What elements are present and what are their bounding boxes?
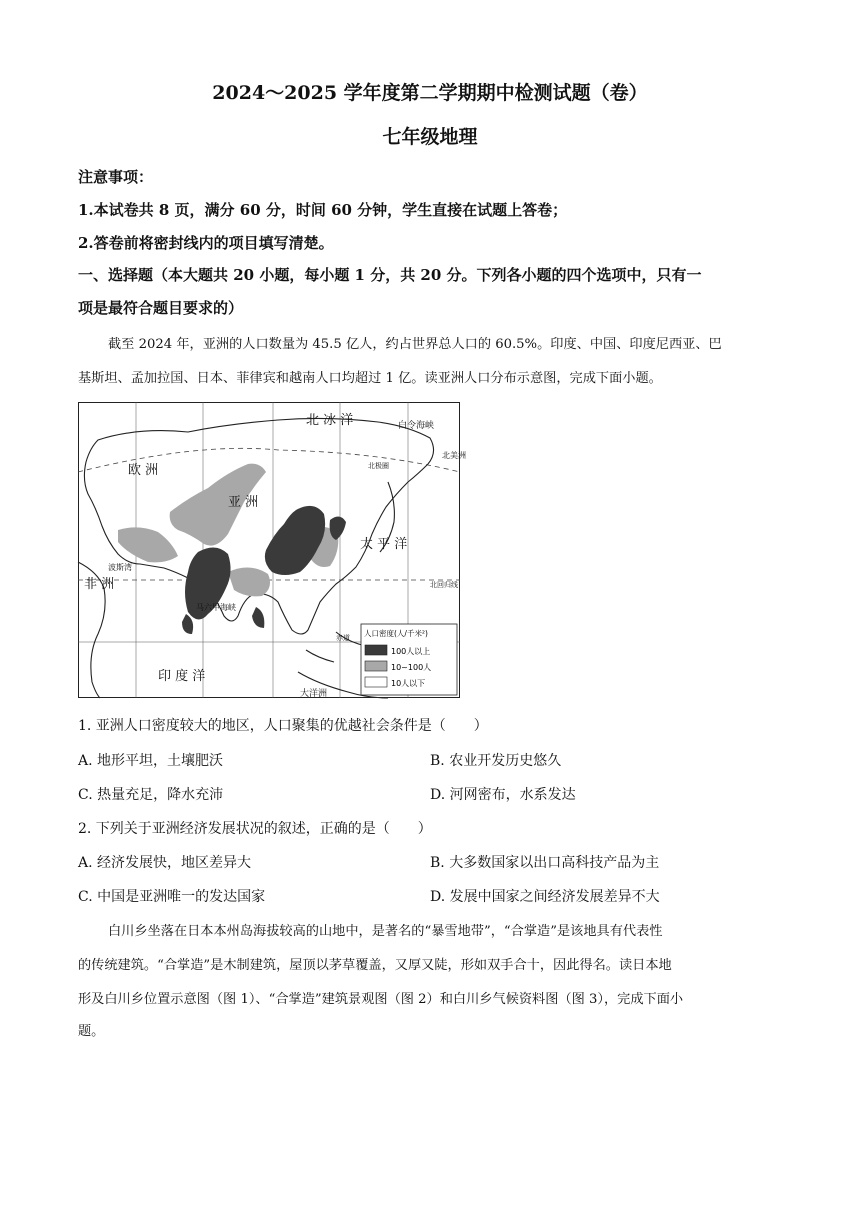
- map-label-africa: 非 洲: [84, 577, 115, 592]
- passage-2-line-4: 题。: [78, 1024, 105, 1039]
- q2-option-b[interactable]: B. 大多数国家以出口高科技产品为主: [430, 855, 660, 871]
- q2-option-d[interactable]: D. 发展中国家之间经济发展差异不大: [430, 889, 660, 905]
- q2-option-a[interactable]: A. 经济发展快，地区差异大: [78, 855, 252, 871]
- question-2-stem: 2. 下列关于亚洲经济发展状况的叙述，正确的是（ ）: [78, 821, 432, 837]
- passage-2-line-1: 白川乡坐落在日本本州岛海拔较高的山地中，是著名的“暴雪地带”，“合掌造”是该地具有代表性: [108, 924, 663, 939]
- map-label-malacca: 马六甲海峡: [196, 603, 236, 612]
- legend-label-low: 10人以下: [391, 679, 426, 688]
- legend-swatch-low: [365, 677, 387, 687]
- map-label-arctic-circle: 北极圈: [368, 462, 389, 470]
- map-legend: [361, 624, 457, 695]
- asia-population-map: [78, 402, 466, 699]
- q2-option-c[interactable]: C. 中国是亚洲唯一的发达国家: [78, 889, 266, 905]
- q1-option-d[interactable]: D. 河网密布，水系发达: [430, 787, 576, 803]
- exam-subtitle: 七年级地理: [382, 126, 478, 148]
- notice-item-1: 1.本试卷共 8 页，满分 60 分，时间 60 分钟，学生直接在试题上答卷；: [78, 201, 568, 219]
- exam-title: 2024～2025 学年度第二学期期中检测试题（卷）: [212, 82, 648, 104]
- section-1-heading-line-1: 一、选择题（本大题共 20 小题，每小题 1 分，共 20 分。下列各小题的四个选项中，只有一: [78, 266, 702, 284]
- q1-option-c[interactable]: C. 热量充足，降水充沛: [78, 787, 224, 803]
- map-label-oceania: 大洋洲: [300, 689, 328, 699]
- map-label-pacific: 太 平 洋: [360, 537, 408, 552]
- q1-option-a[interactable]: A. 地形平坦，土壤肥沃: [78, 753, 224, 769]
- map-label-tropic: 北回归线: [430, 581, 458, 589]
- map-label-gulf: 波斯湾: [108, 563, 132, 572]
- map-label-europe: 欧 洲: [128, 463, 159, 478]
- passage-2-line-3: 形及白川乡位置示意图（图 1）、“合掌造”建筑景观图（图 2）和白川乡气候资料图（图 3），完成下面小: [78, 992, 684, 1007]
- passage-1-line-2: 基斯坦、孟加拉国、日本、菲律宾和越南人口均超过 1 亿。读亚洲人口分布示意图，完成下面小题。: [78, 371, 662, 386]
- map-label-north-america: 北美洲: [442, 451, 466, 460]
- map-label-asia: 亚 洲: [228, 495, 259, 510]
- legend-label-high: 100人以上: [391, 647, 431, 656]
- map-label-arctic: 北 冰 洋: [306, 413, 354, 428]
- q1-option-b[interactable]: B. 农业开发历史悠久: [430, 753, 562, 769]
- passage-1-line-1: 截至 2024 年，亚洲的人口数量为 45.5 亿人，约占世界总人口的 60.5%。印度、中国、印度尼西亚、巴: [108, 337, 722, 352]
- map-label-bering: 白令海峡: [398, 421, 435, 431]
- map-label-equator: 赤道: [336, 634, 350, 642]
- question-1-stem: 1. 亚洲人口密度较大的地区，人口聚集的优越社会条件是（ ）: [78, 718, 488, 734]
- section-1-heading-line-2: 项是最符合题目要求的）: [78, 299, 244, 317]
- legend-title: 人口密度(人/千米²): [364, 629, 428, 638]
- notice-heading: 注意事项：: [78, 168, 154, 186]
- passage-2-line-2: 的传统建筑。“合掌造”是木制建筑，屋顶以茅草覆盖，又厚又陡，形如双手合十，因此得名。读日本地: [78, 958, 672, 973]
- notice-item-2: 2.答卷前将密封线内的项目填写清楚。: [78, 234, 334, 252]
- legend-swatch-high: [365, 645, 387, 655]
- legend-label-mid: 10~100人: [391, 663, 432, 672]
- legend-swatch-mid: [365, 661, 387, 671]
- map-label-indian-ocean: 印 度 洋: [158, 669, 206, 684]
